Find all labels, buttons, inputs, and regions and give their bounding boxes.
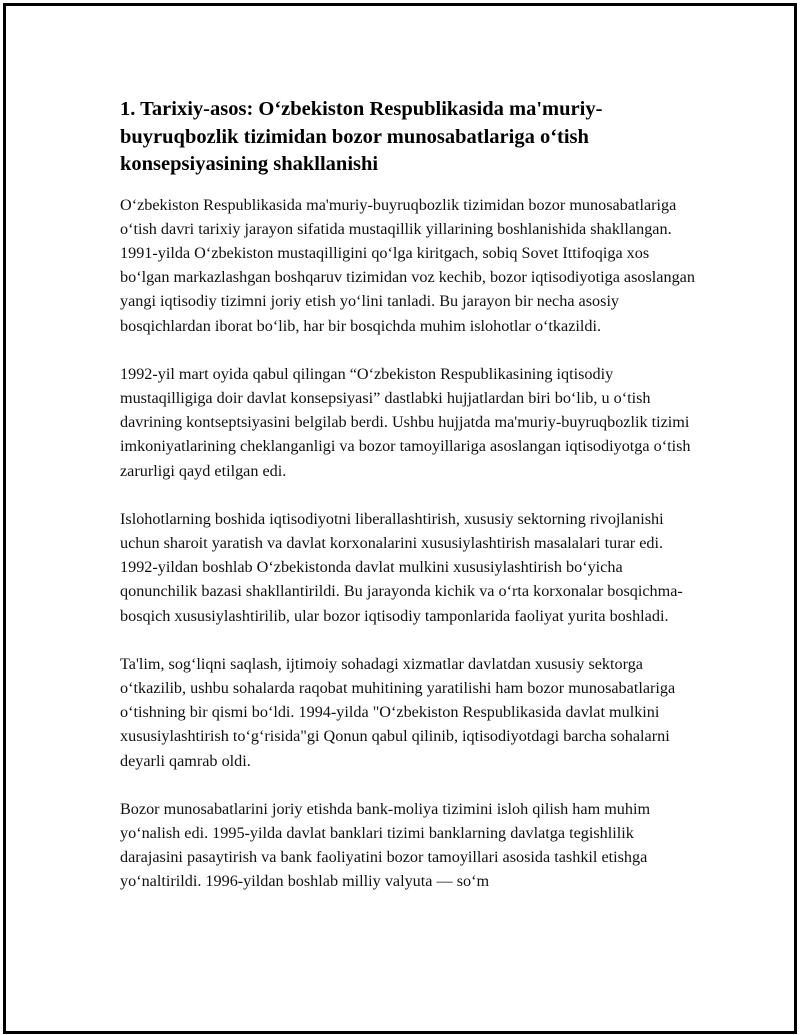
paragraph-2: 1992-yil mart oyida qabul qilingan “O‘zbekiston Respublikasining iqtisodiy mustaqilligiga doir davlat konsepsiyasi” dastlabki hujjatlardan biri bo‘lib, u o‘tish davrining kontseptsiyasini belgilab berdi. Ushbu hujjatda ma'muriy-buyruqbozlik tizimi imkoniyatlarining cheklanganligi va bozor tamoyillariga asoslangan iqtisodiyotga o‘tish zarurligi qayd etilgan edi.: [120, 364, 691, 480]
document-body: [120, 96, 700, 918]
paragraph-4: Ta'lim, sog‘liqni saqlash, ijtimoiy sohadagi xizmatlar davlatdan xususiy sektorga o‘tkazilib, ushbu sohalarda raqobat muhitining yaratilishi ham bozor munosabatlariga o‘tishning bir qismi bo‘ldi. 1994-yilda "O‘zbekiston Respublikasida davlat mulkini xususiylashtirish to‘g‘risida"gi Qonun qabul qilinib, iqtisodiyotdagi barcha sohalarni deyarli qamrab oldi.: [120, 654, 676, 770]
section-title: 1. Tarixiy-asos: O‘zbekiston Respublikasida ma'muriy-buyruqbozlik tizimidan bozor munosabatlariga o‘tish konsepsiyasining shakllanishi: [120, 98, 603, 175]
paragraph-1: O‘zbekiston Respublikasida ma'muriy-buyruqbozlik tizimidan bozor munosabatlariga o‘tish davri tarixiy jarayon sifatida mustaqillik yillarining boshlanishida shakllangan. 1991-yilda O‘zbekiston mustaqilligini qo‘lga kiritgach, sobiq Sovet Ittifoqiga xos bo‘lgan markazlashgan boshqaruv tizimidan voz kechib, bozor iqtisodiyotiga asoslangan yangi iqtisodiy tizimni joriy etish yo‘lini tanladi. Bu jarayon bir necha asosiy bosqichlardan iborat bo‘lib, har bir bosqichda muhim islohotlar o‘tkazildi.: [120, 195, 695, 335]
paragraph-3: Islohotlarning boshida iqtisodiyotni liberallashtirish, xususiy sektorning rivojlanishi uchun sharoit yaratish va davlat korxonalarini xususiylashtirish masalalari turar edi. 1992-yildan boshlab O‘zbekistonda davlat mulkini xususiylashtirish bo‘yicha qonunchilik bazasi shakllantirildi. Bu jarayonda kichik va o‘rta korxonalar bosqichma-bosqich xususiylashtirilib, ular bozor iqtisodiy tamponlarida faoliyat yurita boshladi.: [120, 509, 683, 625]
document-page: [3, 3, 797, 1034]
paragraph-5: Bozor munosabatlarini joriy etishda bank-moliya tizimini isloh qilish ham muhim yo‘nalish edi. 1995-yilda davlat banklari tizimi banklarning davlatga tegishlilik darajasini pasaytirish va bank faoliyatini bozor tamoyillari asosida tashkil etishga yo‘naltirildi. 1996-yildan boshlab milliy valyuta — so‘m: [120, 799, 651, 891]
